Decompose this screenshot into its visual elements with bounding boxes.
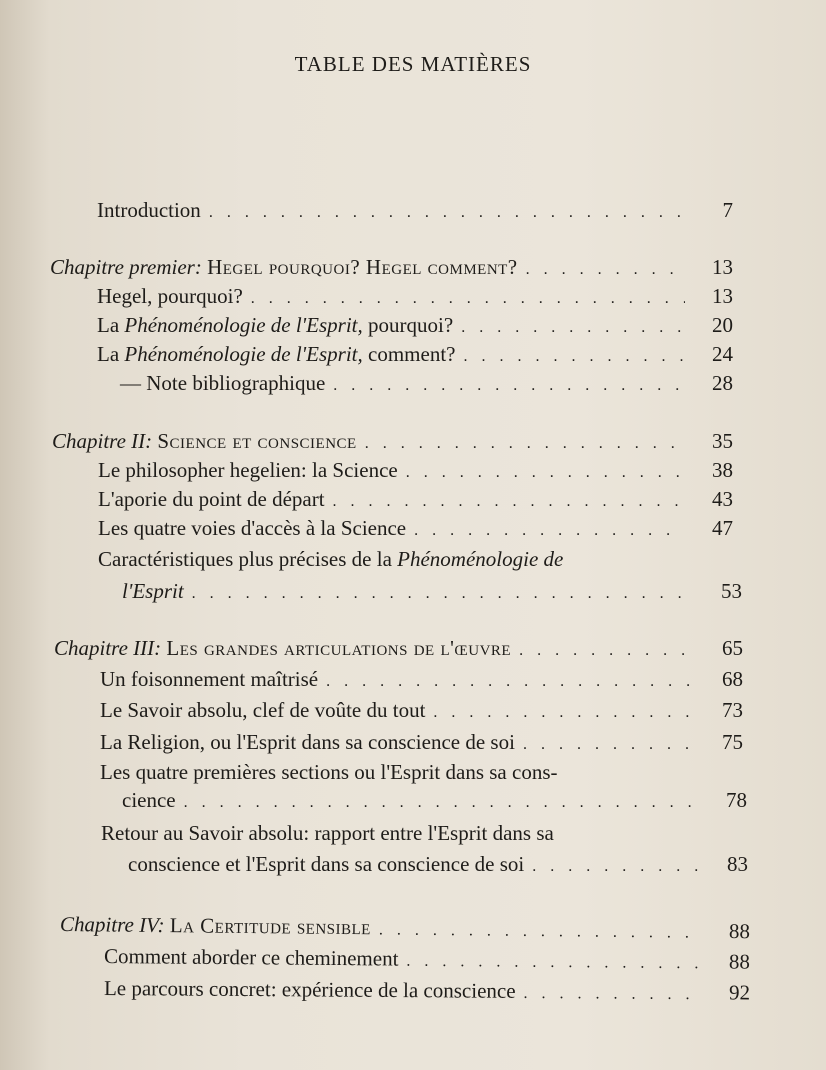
entry-text: pourquoi? [362, 313, 454, 337]
page-number: 47 [712, 516, 733, 540]
page-number: 43 [712, 487, 733, 511]
entry-label: Un foisonnement maîtrisé [100, 667, 319, 691]
page-number: 88 [728, 949, 751, 974]
toc-entry [100, 700, 743, 721]
chapter-title: La Certitude sensible [169, 913, 372, 940]
entry-italic: Phénoménologie de l'Esprit, [124, 313, 363, 337]
entry-italic: Phénoménologie de l'Esprit, [124, 342, 363, 366]
toc-entry [122, 581, 742, 602]
leader-dots [523, 737, 695, 753]
toc-entry [97, 315, 733, 336]
toc-entry [120, 373, 733, 394]
entry-label: La Religion, ou l'Esprit dans sa conscience de soi [100, 730, 515, 754]
chapter-label: Chapitre premier: [50, 255, 202, 279]
entry-label: Comment aborder ce cheminement [103, 944, 399, 971]
chapter-label: Chapitre II: [52, 429, 153, 453]
chapter-title: Les grandes articulations de l'œuvre [166, 636, 512, 660]
chapter-title: Science et conscience [157, 429, 357, 453]
leader-dots [464, 349, 686, 365]
leader-dots [461, 320, 685, 336]
page-number: 20 [712, 313, 733, 337]
page-number: 68 [722, 667, 743, 691]
toc-chapter-2 [52, 431, 733, 452]
toc-entry [97, 344, 733, 365]
page-number: 24 [712, 342, 733, 366]
toc-entry [98, 489, 733, 510]
page-number: 92 [728, 980, 751, 1005]
entry-label [97, 344, 456, 365]
entry-text: Les quatre premières sections ou l'Esprit dans sa cons- [100, 760, 558, 784]
page-number: 7 [722, 198, 733, 222]
entry-label: cience [122, 788, 176, 812]
leader-dots [414, 523, 685, 539]
leader-dots [406, 954, 702, 973]
toc-entry [98, 518, 733, 539]
toc-entry [100, 669, 743, 690]
entry-label: l'Esprit [122, 579, 184, 603]
page-number: 13 [712, 284, 733, 308]
entry-text: La [97, 313, 125, 337]
toc-entry-line [100, 762, 558, 783]
toc-entry-introduction [97, 200, 733, 221]
page-number: 75 [722, 730, 743, 754]
leader-dots [526, 262, 685, 278]
entry-label: Le philosopher hegelien: la Science [98, 458, 398, 482]
entry-label: — Note bibliographique [120, 371, 326, 395]
toc-entry [98, 460, 733, 481]
toc-entry [97, 286, 733, 307]
toc-entry-line [98, 549, 563, 570]
entry-label [97, 315, 453, 336]
entry-text: La [97, 342, 125, 366]
entry-text: Retour au Savoir absolu: rapport entre l'Esprit dans sa [101, 821, 554, 845]
toc-entry [100, 732, 743, 753]
entry-text: Caractéristiques plus précises de la [98, 547, 398, 571]
leader-dots [433, 705, 695, 721]
page-number: 65 [722, 636, 743, 660]
page-number: 78 [726, 788, 747, 812]
page-title: TABLE DES MATIÈRES [294, 52, 532, 76]
leader-dots [333, 494, 685, 510]
leader-dots [209, 205, 685, 221]
leader-dots [192, 586, 694, 602]
chapter-label: Chapitre IV: [59, 912, 165, 938]
page-number: 28 [712, 371, 733, 395]
toc-chapter-4 [60, 914, 750, 942]
entry-label: Introduction [97, 198, 201, 222]
entry-label: L'aporie du point de départ [98, 487, 325, 511]
leader-dots [532, 859, 700, 875]
entry-italic: Phénoménologie de [397, 547, 564, 571]
leader-dots [251, 291, 685, 307]
toc-entry [128, 854, 748, 875]
entry-label: Hegel, pourquoi? [97, 284, 243, 308]
toc-chapter-1 [50, 257, 733, 278]
page-number: 53 [721, 579, 742, 603]
entry-text: comment? [362, 342, 456, 366]
leader-dots [333, 378, 685, 394]
chapter-title: Hegel pourquoi? Hegel comment? [207, 255, 518, 279]
page-number: 88 [728, 919, 751, 944]
leader-dots [519, 643, 695, 659]
entry-label: conscience et l'Esprit dans sa conscience de soi [128, 852, 525, 876]
leader-dots [184, 795, 699, 811]
leader-dots [406, 465, 685, 481]
leader-dots [326, 674, 695, 690]
leader-dots [524, 986, 703, 1003]
toc-entry [104, 946, 750, 973]
toc-chapter-3 [54, 638, 743, 659]
toc-entry [104, 978, 750, 1004]
leader-dots [379, 922, 702, 941]
page-number: 35 [712, 429, 733, 453]
page-number: 73 [722, 698, 743, 722]
entry-label: Le Savoir absolu, clef de voûte du tout [100, 698, 426, 722]
page-number: 83 [727, 852, 748, 876]
page-number: 38 [712, 458, 733, 482]
entry-label: Le parcours concret: expérience de la conscience [103, 976, 516, 1003]
toc-entry-line [101, 823, 554, 844]
leader-dots [365, 436, 685, 452]
chapter-label: Chapitre III: [54, 636, 162, 660]
entry-label: Les quatre voies d'accès à la Science [98, 516, 407, 540]
page-number: 13 [712, 255, 733, 279]
toc-entry [122, 790, 747, 811]
